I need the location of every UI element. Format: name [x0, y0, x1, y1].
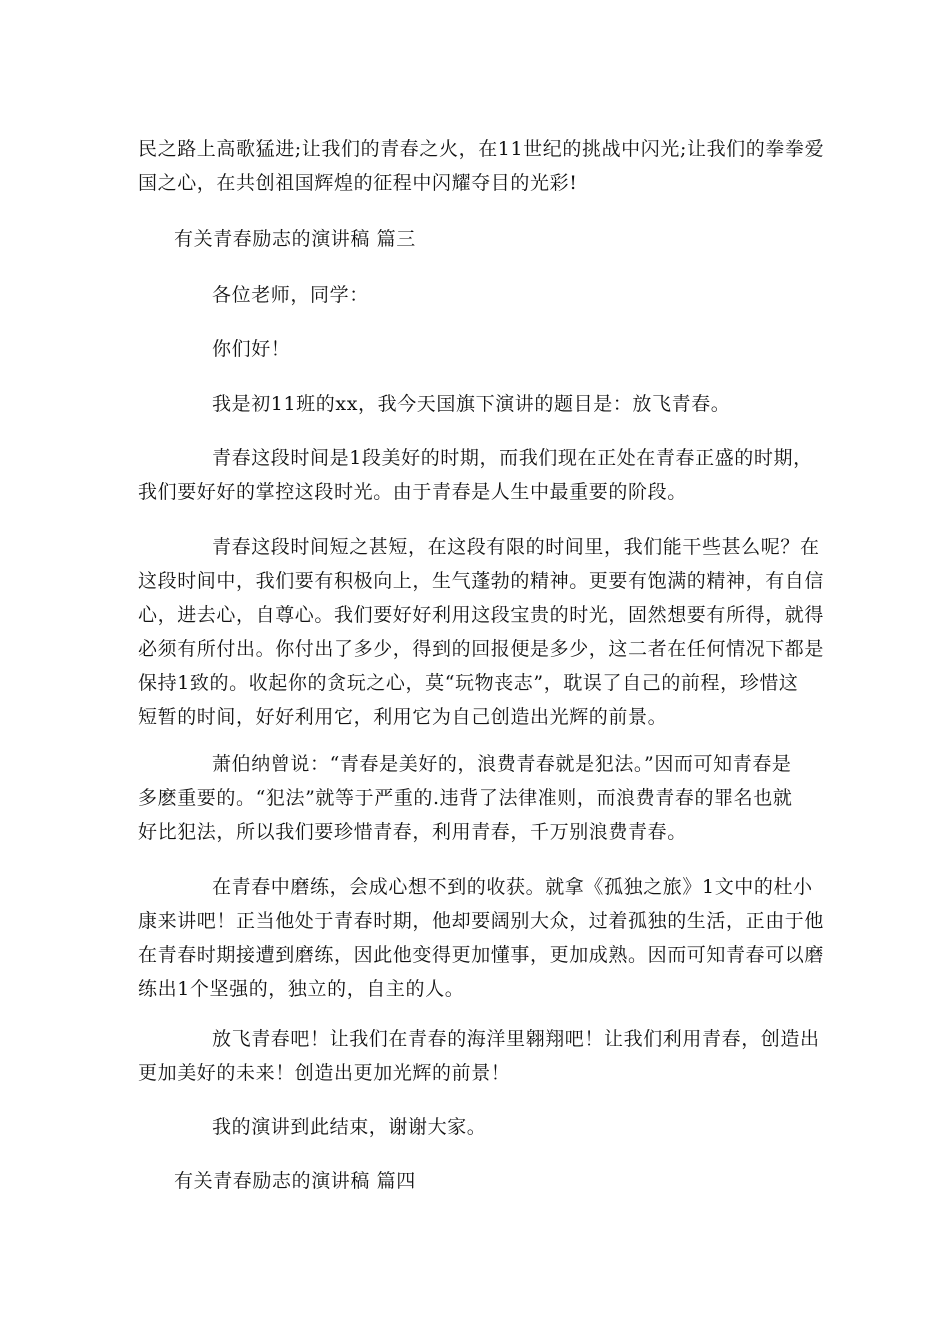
body-paragraph-1: [138, 441, 813, 509]
text-line: 康来讲吧！正当他处于青春时期，他却要阔别大众，过着孤独的生活，正由于他: [138, 910, 825, 932]
body-paragraph-2: [138, 530, 825, 734]
section-heading-4: 有关青春励志的演讲稿 篇四: [174, 1170, 416, 1192]
text-line: 短暂的时间，好好利用它，利用它为自己创造出光辉的前景。: [138, 706, 668, 728]
text-line: 保持1致的。收起你的贪玩之心，莫“玩物丧志”，耽误了自己的前程，珍惜这: [138, 672, 799, 694]
text-line: 好比犯法，所以我们要珍惜青春，利用青春，千万别浪费青春。: [138, 821, 687, 843]
text-line: 青春这段时间是1段美好的时期，而我们现在正处在青春正盛的时期，: [212, 447, 813, 469]
body-paragraph-5: [138, 1022, 820, 1090]
hello-paragraph: [138, 332, 810, 366]
text-line: 各位老师，同学：: [212, 284, 369, 306]
text-line: 国之心，在共创祖国辉煌的征程中闪耀夺目的光彩!: [138, 172, 578, 194]
text-line: 放飞青春吧！让我们在青春的海洋里翱翔吧！让我们利用青春，创造出: [212, 1028, 820, 1050]
text-line: 我的演讲到此结束，谢谢大家。: [212, 1116, 487, 1138]
text-line: 青春这段时间短之甚短，在这段有限的时间里，我们能干些甚么呢？在: [212, 536, 820, 558]
text-line: 必须有所付出。你付出了多少，得到的回报便是多少，这二者在任何情况下都是: [138, 638, 825, 660]
section-heading-3: 有关青春励志的演讲稿 篇三: [174, 228, 416, 250]
greeting-paragraph: [138, 278, 810, 312]
closing-paragraph: [138, 1110, 810, 1144]
text-line: 民之路上高歌猛进;让我们的青春之火，在11世纪的挑战中闪光;让我们的拳拳爱: [138, 138, 825, 160]
text-line: 练出1个坚强的，独立的，自主的人。: [138, 978, 465, 1000]
body-paragraph-3: [138, 747, 810, 849]
text-line: 更加美好的未来！创造出更加光辉的前景！: [138, 1062, 511, 1084]
text-line: 你们好！: [212, 338, 291, 360]
text-line: 萧伯纳曾说：“青春是美好的，浪费青春就是犯法。”因而可知青春是: [212, 753, 792, 775]
text-line: 我们要好好的掌控这段时光。由于青春是人生中最重要的阶段。: [138, 481, 687, 503]
body-paragraph-4: [138, 870, 825, 1006]
text-line: 我是初11班的xx，我今天国旗下演讲的题目是：放飞青春。: [212, 393, 731, 415]
text-line: 心，进去心，自尊心。我们要好好利用这段宝贵的时光，固然想要有所得，就得: [138, 604, 825, 626]
self-intro-paragraph: [138, 387, 810, 421]
text-line: 在青春中磨练，会成心想不到的收获。就拿《孤独之旅》1文中的杜小: [212, 876, 813, 898]
text-line: 多麽重要的。“犯法”就等于严重的.违背了法律准则，而浪费青春的罪名也就: [138, 787, 793, 809]
intro-paragraph: [138, 132, 825, 200]
text-line: 在青春时期接遭到磨练，因此他变得更加懂事，更加成熟。因而可知青春可以磨: [138, 944, 825, 966]
text-line: 这段时间中，我们要有积极向上，生气蓬勃的精神。更要有饱满的精神，有自信: [138, 570, 825, 592]
